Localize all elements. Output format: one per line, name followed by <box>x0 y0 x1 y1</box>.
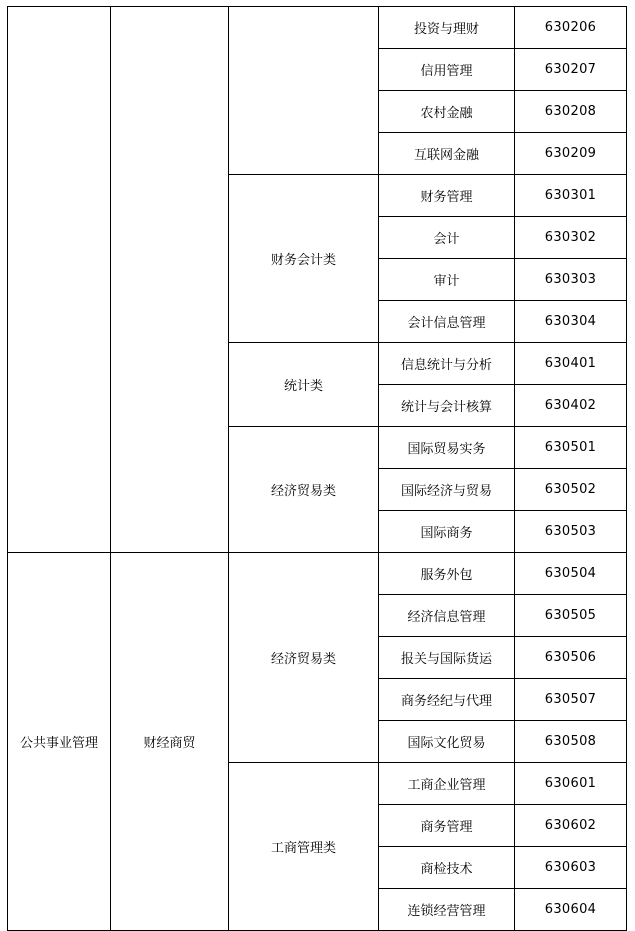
major-name: 报关与国际货运 <box>379 637 515 679</box>
major-name: 国际经济与贸易 <box>379 469 515 511</box>
major-code: 630502 <box>515 469 627 511</box>
major-code: 630208 <box>515 91 627 133</box>
major-code: 630304 <box>515 301 627 343</box>
major-code: 630508 <box>515 721 627 763</box>
major-code: 630602 <box>515 805 627 847</box>
field-cell <box>111 7 229 553</box>
subgroup-cell: 财务会计类 <box>229 175 379 343</box>
major-code: 630603 <box>515 847 627 889</box>
major-code: 630302 <box>515 217 627 259</box>
major-code: 630507 <box>515 679 627 721</box>
major-name: 投资与理财 <box>379 7 515 49</box>
subgroup-cell: 统计类 <box>229 343 379 427</box>
major-name: 农村金融 <box>379 91 515 133</box>
major-code: 630401 <box>515 343 627 385</box>
major-name: 服务外包 <box>379 553 515 595</box>
major-code: 630505 <box>515 595 627 637</box>
major-name: 国际商务 <box>379 511 515 553</box>
major-name: 互联网金融 <box>379 133 515 175</box>
major-code: 630506 <box>515 637 627 679</box>
major-name: 统计与会计核算 <box>379 385 515 427</box>
major-name: 连锁经营管理 <box>379 889 515 931</box>
major-name: 商检技术 <box>379 847 515 889</box>
major-name: 信息统计与分析 <box>379 343 515 385</box>
major-code: 630601 <box>515 763 627 805</box>
category-cell <box>8 7 111 553</box>
major-name: 工商企业管理 <box>379 763 515 805</box>
major-code: 630503 <box>515 511 627 553</box>
table-row <box>8 553 627 595</box>
category-cell: 公共事业管理 <box>8 553 111 931</box>
major-code: 630604 <box>515 889 627 931</box>
subgroup-cell: 经济贸易类 <box>229 427 379 553</box>
major-name: 信用管理 <box>379 49 515 91</box>
major-code: 630301 <box>515 175 627 217</box>
subgroup-cell <box>229 7 379 175</box>
major-name: 财务管理 <box>379 175 515 217</box>
major-name: 商务管理 <box>379 805 515 847</box>
subgroup-cell: 经济贸易类 <box>229 553 379 763</box>
major-name: 国际贸易实务 <box>379 427 515 469</box>
major-name: 经济信息管理 <box>379 595 515 637</box>
major-name: 会计 <box>379 217 515 259</box>
subgroup-cell: 工商管理类 <box>229 763 379 931</box>
major-name: 商务经纪与代理 <box>379 679 515 721</box>
major-code: 630209 <box>515 133 627 175</box>
major-name: 会计信息管理 <box>379 301 515 343</box>
major-name: 审计 <box>379 259 515 301</box>
table-row <box>8 7 627 49</box>
major-code: 630206 <box>515 7 627 49</box>
major-code: 630501 <box>515 427 627 469</box>
major-name: 国际文化贸易 <box>379 721 515 763</box>
field-cell: 财经商贸 <box>111 553 229 931</box>
major-code: 630402 <box>515 385 627 427</box>
majors-table <box>7 6 627 931</box>
major-code: 630207 <box>515 49 627 91</box>
major-code: 630303 <box>515 259 627 301</box>
major-code: 630504 <box>515 553 627 595</box>
